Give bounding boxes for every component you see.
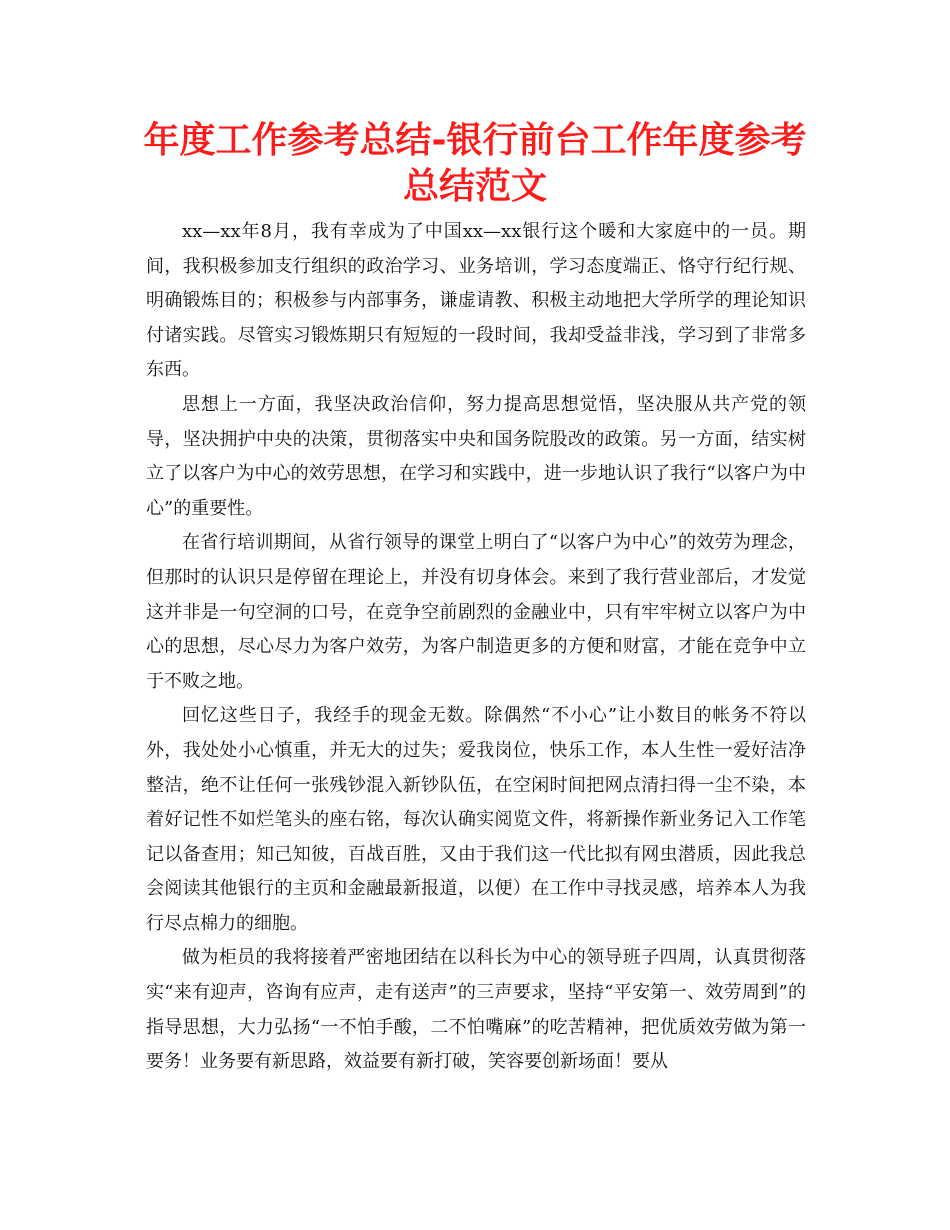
document-body <box>146 215 806 1080</box>
paragraph-1: xx—xx年8月，我有幸成为了中国xx—xx银行这个暖和大家庭中的一员。期间，我积极参加支行组织的政治学习、业务培训，学习态度端正、恪守行纪行规、明确锻炼目的；积极参与内部事务，谦虚请教、积极主动地把大学所学的理论知识付诸实践。尽管实习锻炼期只有短短的一段时间，我却受益非浅，学习到了非常多东西。 <box>146 221 806 381</box>
document-title: 年度工作参考总结-银行前台工作年度参考总结范文 <box>143 120 807 207</box>
paragraph-2: 思想上一方面，我坚决政治信仰，努力提高思想觉悟，坚决服从共产党的领导，坚决拥护中央的决策，贯彻落实中央和国务院股改的政策。另一方面，结实树立了以客户为中心的效劳思想，在学习和实践中，进一步地认识了我行“以客户为中心”的重要性。 <box>146 393 806 519</box>
paragraph-5: 做为柜员的我将接着严密地团结在以科长为中心的领导班子四周，认真贯彻落实“来有迎声，咨询有应声，走有送声”的三声要求，坚持“平安第一、效劳周到”的指导思想，大力弘扬“一不怕手酸，二不怕嘴麻”的吃苦精神，把优质效劳做为第一要务！业务要有新思路，效益要有新打破，笑容要创新场面！要从 <box>146 947 806 1073</box>
paragraph-3: 在省行培训期间，从省行领导的课堂上明白了“以客户为中心”的效劳为理念，但那时的认识只是停留在理论上，并没有切身体会。来到了我行营业部后，才发觉这并非是一句空洞的口号，在竞争空前剧烈的金融业中，只有牢牢树立以客户为中心的思想，尽心尽力为客户效劳，为客户制造更多的方便和财富，才能在竞争中立于不败之地。 <box>146 532 806 692</box>
paragraph-4: 回忆这些日子，我经手的现金无数。除偶然“不小心”让小数目的帐务不符以外，我处处小心慎重，并无大的过失；爱我岗位，快乐工作，本人生性一爱好洁净整洁，绝不让任何一张残钞混入新钞队伍，在空闲时间把网点清扫得一尘不染，本着好记性不如烂笔头的座右铭，每次认确实阅览文件，将新操作新业务记入工作笔记以备查用；知己知彼，百战百胜，又由于我们这一代比拟有网虫潜质，因此我总会阅读其他银行的主页和金融最新报道，以便）在工作中寻找灵感，培养本人为我行尽点棉力的细胞。 <box>146 705 806 934</box>
